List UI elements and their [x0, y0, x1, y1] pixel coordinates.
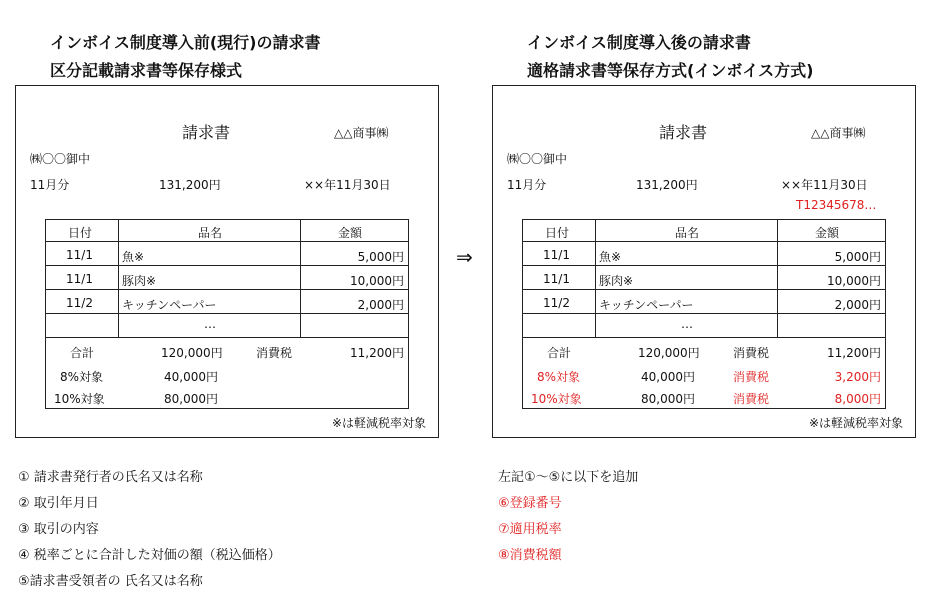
- tax-label: 消費税: [733, 346, 770, 360]
- sum-value: 120,000円: [638, 346, 700, 360]
- col-header-date: 日付: [545, 226, 570, 240]
- arrow-icon: ⇒: [456, 245, 473, 269]
- rate8-label: 8%対象: [60, 370, 104, 384]
- addition-item: ⑧消費税額: [498, 548, 562, 563]
- recipient-name: ㈱〇〇御中: [507, 152, 568, 166]
- tax-value: 11,200円: [350, 346, 404, 360]
- right-invoice: [492, 85, 916, 438]
- rate8-tax-value: 3,200円: [834, 370, 881, 384]
- invoice-date: ××年11月30日: [781, 178, 868, 192]
- col-header-date: 日付: [68, 226, 93, 240]
- rate8-value: 40,000円: [164, 370, 218, 384]
- rate10-tax-value: 8,000円: [834, 392, 881, 406]
- left-heading-2: 区分記載請求書等保存様式: [50, 61, 243, 80]
- row-item: キッチンペーパー: [122, 298, 217, 312]
- header-total: 131,200円: [636, 178, 698, 192]
- ellipsis: …: [204, 317, 216, 331]
- invoice-date: ××年11月30日: [304, 178, 391, 192]
- rate10-tax-label: 消費税: [733, 392, 770, 406]
- row-amount: 2,000円: [834, 298, 881, 312]
- recipient-name: ㈱〇〇御中: [30, 152, 91, 166]
- rate8-tax-label: 消費税: [733, 370, 770, 384]
- row-item: 豚肉※: [122, 274, 157, 288]
- row-item: 豚肉※: [599, 274, 634, 288]
- billing-month: 11月分: [30, 178, 70, 192]
- left-heading-1: インボイス制度導入前(現行)の請求書: [50, 33, 321, 52]
- right-heading-1: インボイス制度導入後の請求書: [527, 33, 751, 52]
- left-invoice: [15, 85, 439, 438]
- items-table: [45, 219, 409, 409]
- registration-number: T12345678…: [796, 198, 877, 212]
- rate8-label: 8%対象: [537, 370, 581, 384]
- issuer-company: △△商事㈱: [334, 126, 389, 140]
- row-amount: 10,000円: [827, 274, 881, 288]
- row-date: 11/1: [543, 272, 570, 286]
- invoice-title: 請求書: [182, 123, 231, 142]
- sum-value: 120,000円: [161, 346, 223, 360]
- row-date: 11/1: [543, 248, 570, 262]
- sum-label: 合計: [70, 346, 95, 360]
- header-total: 131,200円: [159, 178, 221, 192]
- rate10-label: 10%対象: [54, 392, 105, 406]
- invoice-title: 請求書: [659, 123, 708, 142]
- rate10-label: 10%対象: [531, 392, 582, 406]
- row-amount: 10,000円: [350, 274, 404, 288]
- row-item: 魚※: [599, 250, 622, 264]
- reduced-rate-note: ※は軽減税率対象: [331, 416, 426, 430]
- addition-item: ⑥登録番号: [498, 496, 562, 511]
- col-header-item: 品名: [198, 226, 223, 240]
- items-table: [522, 219, 886, 409]
- ellipsis: …: [681, 317, 693, 331]
- right-heading-2: 適格請求書等保存方式(インボイス方式): [527, 61, 814, 80]
- billing-month: 11月分: [507, 178, 547, 192]
- rate8-value: 40,000円: [641, 370, 695, 384]
- requirement-item: ④ 税率ごとに合計した対価の額（税込価格）: [18, 548, 281, 563]
- tax-value: 11,200円: [827, 346, 881, 360]
- requirement-item: ⑤請求書受領者の 氏名又は名称: [18, 574, 203, 589]
- row-date: 11/1: [66, 248, 93, 262]
- requirement-item: ③ 取引の内容: [18, 522, 99, 537]
- row-item: キッチンペーパー: [599, 298, 694, 312]
- row-amount: 5,000円: [834, 250, 881, 264]
- row-amount: 5,000円: [357, 250, 404, 264]
- reduced-rate-note: ※は軽減税率対象: [808, 416, 903, 430]
- row-date: 11/1: [66, 272, 93, 286]
- sum-label: 合計: [547, 346, 572, 360]
- addition-item: ⑦適用税率: [498, 522, 562, 537]
- col-header-amount: 金額: [815, 226, 840, 240]
- row-date: 11/2: [543, 296, 570, 310]
- row-date: 11/2: [66, 296, 93, 310]
- col-header-amount: 金額: [338, 226, 363, 240]
- tax-label: 消費税: [256, 346, 293, 360]
- rate10-value: 80,000円: [164, 392, 218, 406]
- row-item: 魚※: [122, 250, 145, 264]
- row-amount: 2,000円: [357, 298, 404, 312]
- issuer-company: △△商事㈱: [811, 126, 866, 140]
- additions-intro: 左記①～⑤に以下を追加: [498, 470, 639, 485]
- requirement-item: ① 請求書発行者の氏名又は名称: [18, 470, 203, 485]
- col-header-item: 品名: [675, 226, 700, 240]
- requirement-item: ② 取引年月日: [18, 496, 99, 511]
- rate10-value: 80,000円: [641, 392, 695, 406]
